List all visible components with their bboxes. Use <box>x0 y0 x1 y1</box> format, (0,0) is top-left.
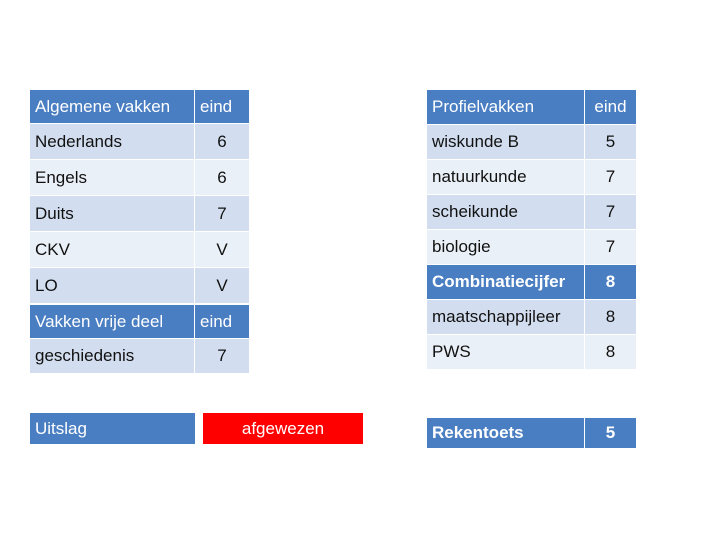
uitslag-label: Uitslag <box>30 413 195 444</box>
profiel-header-grade: eind <box>585 90 637 125</box>
grade-cell: V <box>195 268 250 304</box>
table-row <box>427 335 637 370</box>
table-row <box>427 195 637 230</box>
table-row <box>427 300 637 335</box>
subject-cell: CKV <box>30 232 195 268</box>
rekentoets-label: Rekentoets <box>427 418 585 449</box>
subject-cell: scheikunde <box>427 195 585 230</box>
subject-cell: LO <box>30 268 195 304</box>
rekentoets-row <box>427 418 637 449</box>
vrije-header-subject: Vakken vrije deel <box>30 305 195 339</box>
vrije-header-row <box>30 305 250 339</box>
grade-cell: 5 <box>585 125 637 160</box>
table-row <box>427 160 637 195</box>
grade-cell: V <box>195 232 250 268</box>
subject-cell: maatschappijleer <box>427 300 585 335</box>
table-row <box>30 268 250 304</box>
algemene-header-subject: Algemene vakken <box>30 90 195 124</box>
rekentoets-table <box>427 418 637 449</box>
algemene-header-row <box>30 90 250 124</box>
subject-cell: PWS <box>427 335 585 370</box>
grade-cell: 7 <box>585 195 637 230</box>
grade-cell: 6 <box>195 160 250 196</box>
subject-cell: Engels <box>30 160 195 196</box>
grade-cell: 7 <box>585 160 637 195</box>
table-row <box>30 196 250 232</box>
vrije-header-grade: eind <box>195 305 250 339</box>
subject-cell: Duits <box>30 196 195 232</box>
table-row <box>427 125 637 160</box>
table-row <box>30 160 250 196</box>
table-row <box>30 124 250 160</box>
profiel-header-subject: Profielvakken <box>427 90 585 125</box>
vrije-deel-table <box>30 305 250 374</box>
uitslag-value: afgewezen <box>203 413 363 444</box>
combinatie-subject: Combinatiecijfer <box>427 265 585 300</box>
table-row <box>30 232 250 268</box>
table-row <box>427 230 637 265</box>
rekentoets-grade: 5 <box>585 418 637 449</box>
subject-cell: Nederlands <box>30 124 195 160</box>
algemene-vakken-table <box>30 90 250 304</box>
grade-cell: 7 <box>195 339 250 374</box>
grade-cell: 8 <box>585 335 637 370</box>
grade-cell: 8 <box>585 300 637 335</box>
grade-cell: 7 <box>195 196 250 232</box>
subject-cell: geschiedenis <box>30 339 195 374</box>
combinatie-grade: 8 <box>585 265 637 300</box>
grade-cell: 7 <box>585 230 637 265</box>
grade-cell: 6 <box>195 124 250 160</box>
combinatie-row <box>427 265 637 300</box>
profiel-header-row <box>427 90 637 125</box>
subject-cell: wiskunde B <box>427 125 585 160</box>
profielvakken-table <box>427 90 637 370</box>
algemene-header-grade: eind <box>195 90 250 124</box>
subject-cell: biologie <box>427 230 585 265</box>
table-row <box>30 339 250 374</box>
subject-cell: natuurkunde <box>427 160 585 195</box>
